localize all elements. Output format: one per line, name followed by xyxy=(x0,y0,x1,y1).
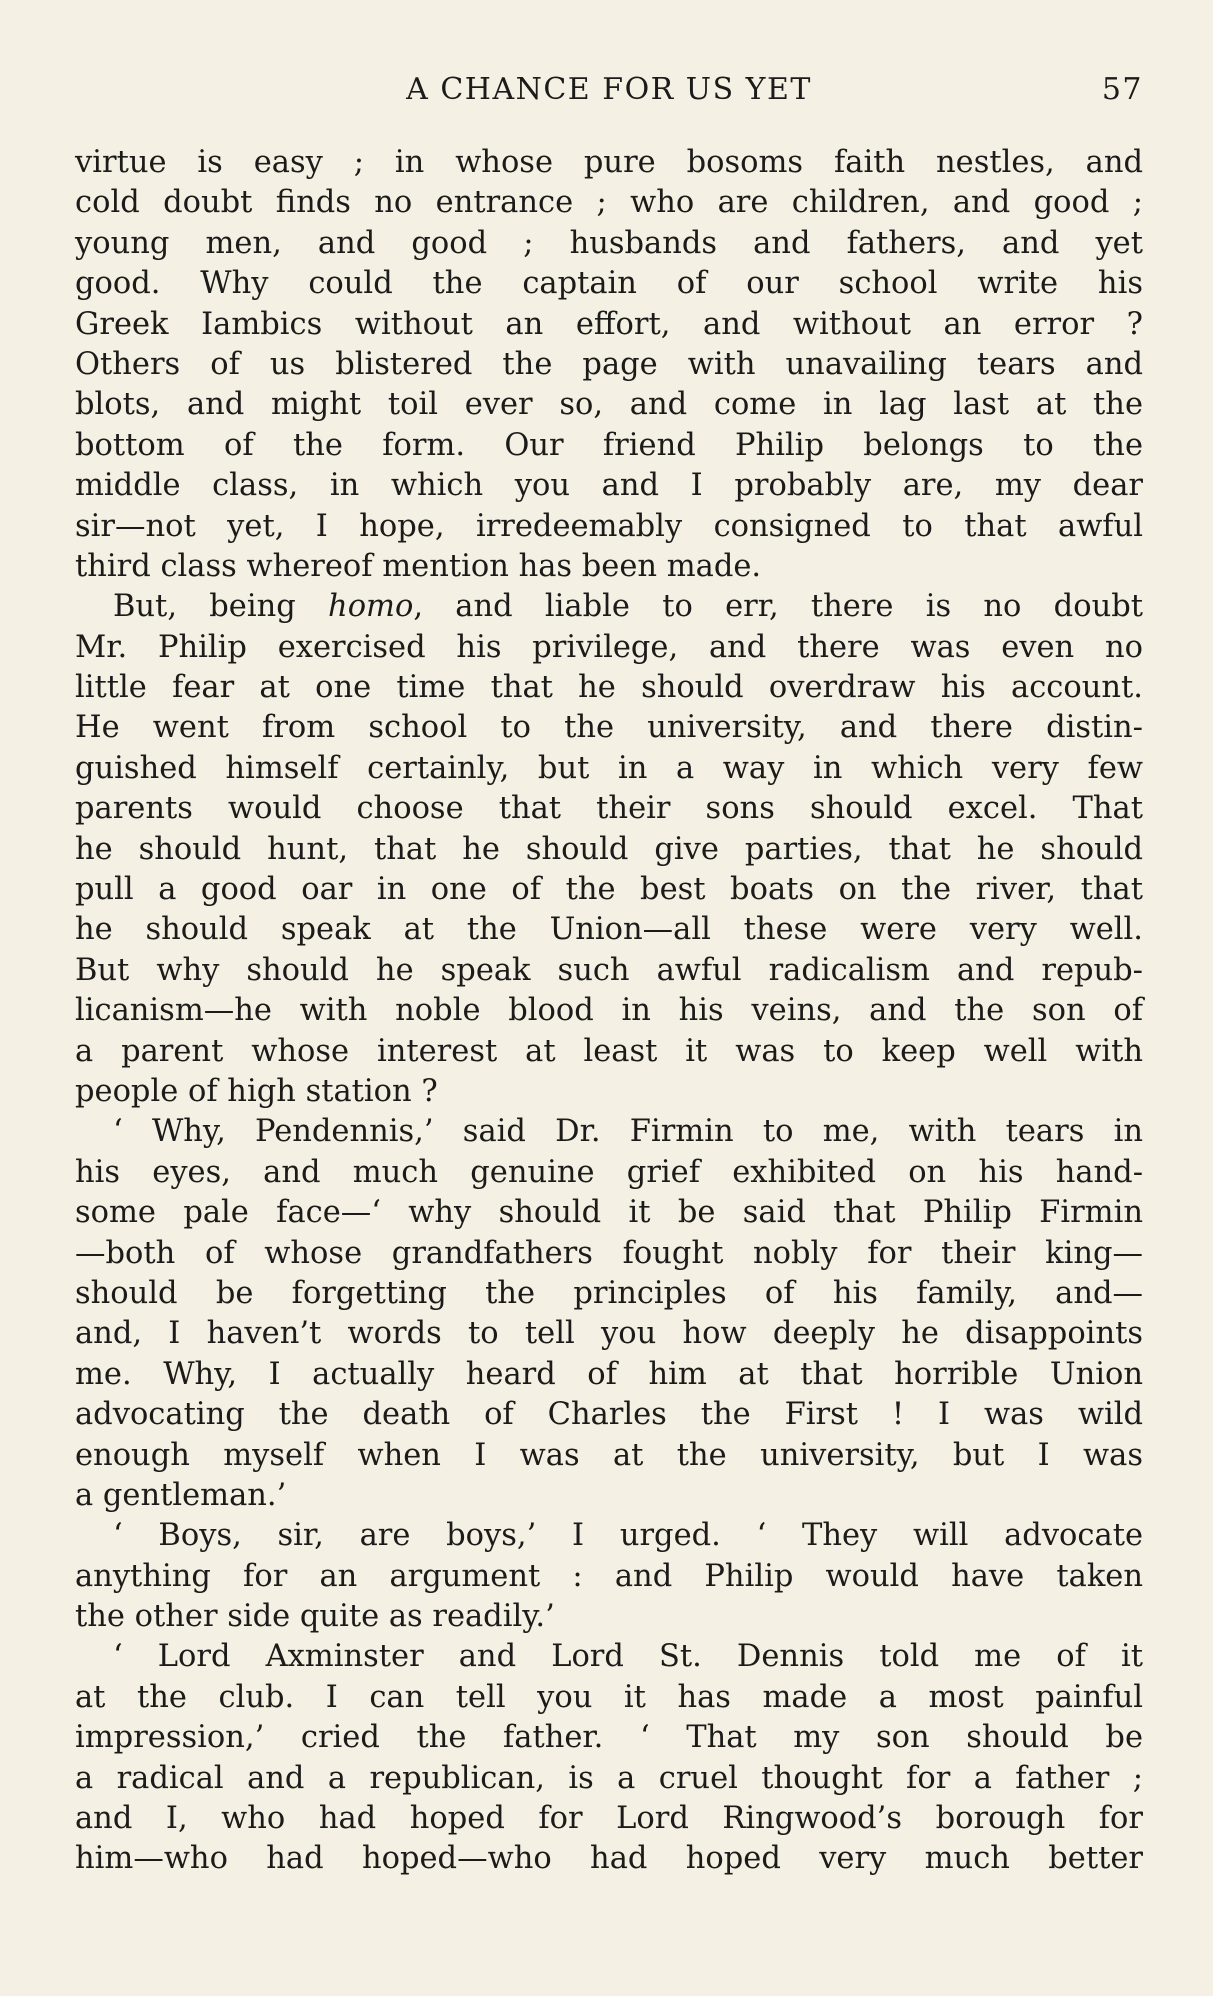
text-line: the other side quite as readily.’ xyxy=(75,1599,555,1635)
page-number: 57 xyxy=(1101,72,1143,107)
text-line: pull a good oar in one of the best boats on the river, that xyxy=(75,872,1143,908)
text-line-with-italic xyxy=(75,587,1143,627)
italic-word: homo xyxy=(328,589,414,625)
text-line: licanism—he with noble blood in his veins, and the son of xyxy=(75,993,1143,1029)
text-line: virtue is easy ; in whose pure bosoms faith nestles, and xyxy=(75,145,1143,180)
text-line: his eyes, and much genuine grief exhibited on his hand- xyxy=(75,1154,1143,1190)
text-line: blots, and might toil ever so, and come in lag last at the xyxy=(75,387,1143,423)
text-line: should be forgetting the principles of his family, and— xyxy=(75,1275,1143,1311)
text-line: him—who had hoped—who had hoped very much better xyxy=(75,1841,1143,1877)
text-line: But why should he speak such awful radicalism and repub- xyxy=(75,952,1143,988)
text-line: sir—not yet, I hope, irredeemably consigned to that awful xyxy=(75,508,1143,544)
text-line: young men, and good ; husbands and fathers, and yet xyxy=(75,225,1143,261)
text-segment: , and liable to err, there is no doubt xyxy=(413,589,1143,625)
text-line: cold doubt finds no entrance ; who are children, and good ; xyxy=(75,185,1143,221)
text-line: third class whereof mention has been made. xyxy=(75,548,762,584)
text-line: he should speak at the Union—all these were very well. xyxy=(75,912,1143,948)
text-line: —both of whose grandfathers fought nobly for their king— xyxy=(75,1235,1143,1271)
text-line: advocating the death of Charles the First ! I was wild xyxy=(75,1397,1143,1433)
text-line: some pale face—‘ why should it be said that Philip Firmin xyxy=(75,1195,1143,1231)
text-line: Others of us blistered the page with unavailing tears and xyxy=(75,346,1143,382)
text-line: me. Why, I actually heard of him at that horrible Union xyxy=(75,1356,1143,1392)
body-text xyxy=(75,143,1143,1880)
text-line: middle class, in which you and I probably are, my dear xyxy=(75,468,1143,504)
text-line: ‘ Why, Pendennis,’ said Dr. Firmin to me, with tears in xyxy=(113,1114,1143,1150)
text-line: little fear at one time that he should overdraw his account. xyxy=(75,670,1143,706)
text-line: at the club. I can tell you it has made a most painful xyxy=(75,1679,1143,1715)
text-line: people of high station ? xyxy=(75,1073,438,1109)
running-head xyxy=(75,70,1143,110)
text-segment: But, being xyxy=(113,589,329,625)
text-line: and, I haven’t words to tell you how deeply he disappoints xyxy=(75,1316,1143,1352)
text-line: a parent whose interest at least it was to keep well with xyxy=(75,1033,1143,1069)
text-line: anything for an argument : and Philip would have taken xyxy=(75,1558,1143,1594)
text-line: bottom of the form. Our friend Philip belongs to the xyxy=(75,427,1143,463)
text-line: enough myself when I was at the university, but I was xyxy=(75,1437,1143,1473)
text-line: ‘ Boys, sir, are boys,’ I urged. ‘ They will advocate xyxy=(113,1518,1143,1554)
text-line: a radical and a republican, is a cruel thought for a father ; xyxy=(75,1760,1143,1796)
text-line: impression,’ cried the father. ‘ That my son should be xyxy=(75,1720,1143,1756)
text-line: Mr. Philip exercised his privilege, and there was even no xyxy=(75,629,1143,665)
text-line: good. Why could the captain of our school write his xyxy=(75,266,1143,302)
text-line: He went from school to the university, and there distin- xyxy=(75,710,1143,746)
text-line: he should hunt, that he should give parties, that he should xyxy=(75,831,1143,867)
text-line: a gentleman.’ xyxy=(75,1477,287,1513)
text-line: ‘ Lord Axminster and Lord St. Dennis told me of it xyxy=(113,1639,1143,1675)
text-line: and I, who had hoped for Lord Ringwood’s borough for xyxy=(75,1801,1143,1837)
text-line: Greek Iambics without an effort, and without an error ? xyxy=(75,306,1143,342)
text-line: parents would choose that their sons should excel. That xyxy=(75,791,1143,827)
text-line: guished himself certainly, but in a way in which very few xyxy=(75,750,1143,786)
chapter-title: A CHANCE FOR US YET xyxy=(406,72,812,107)
